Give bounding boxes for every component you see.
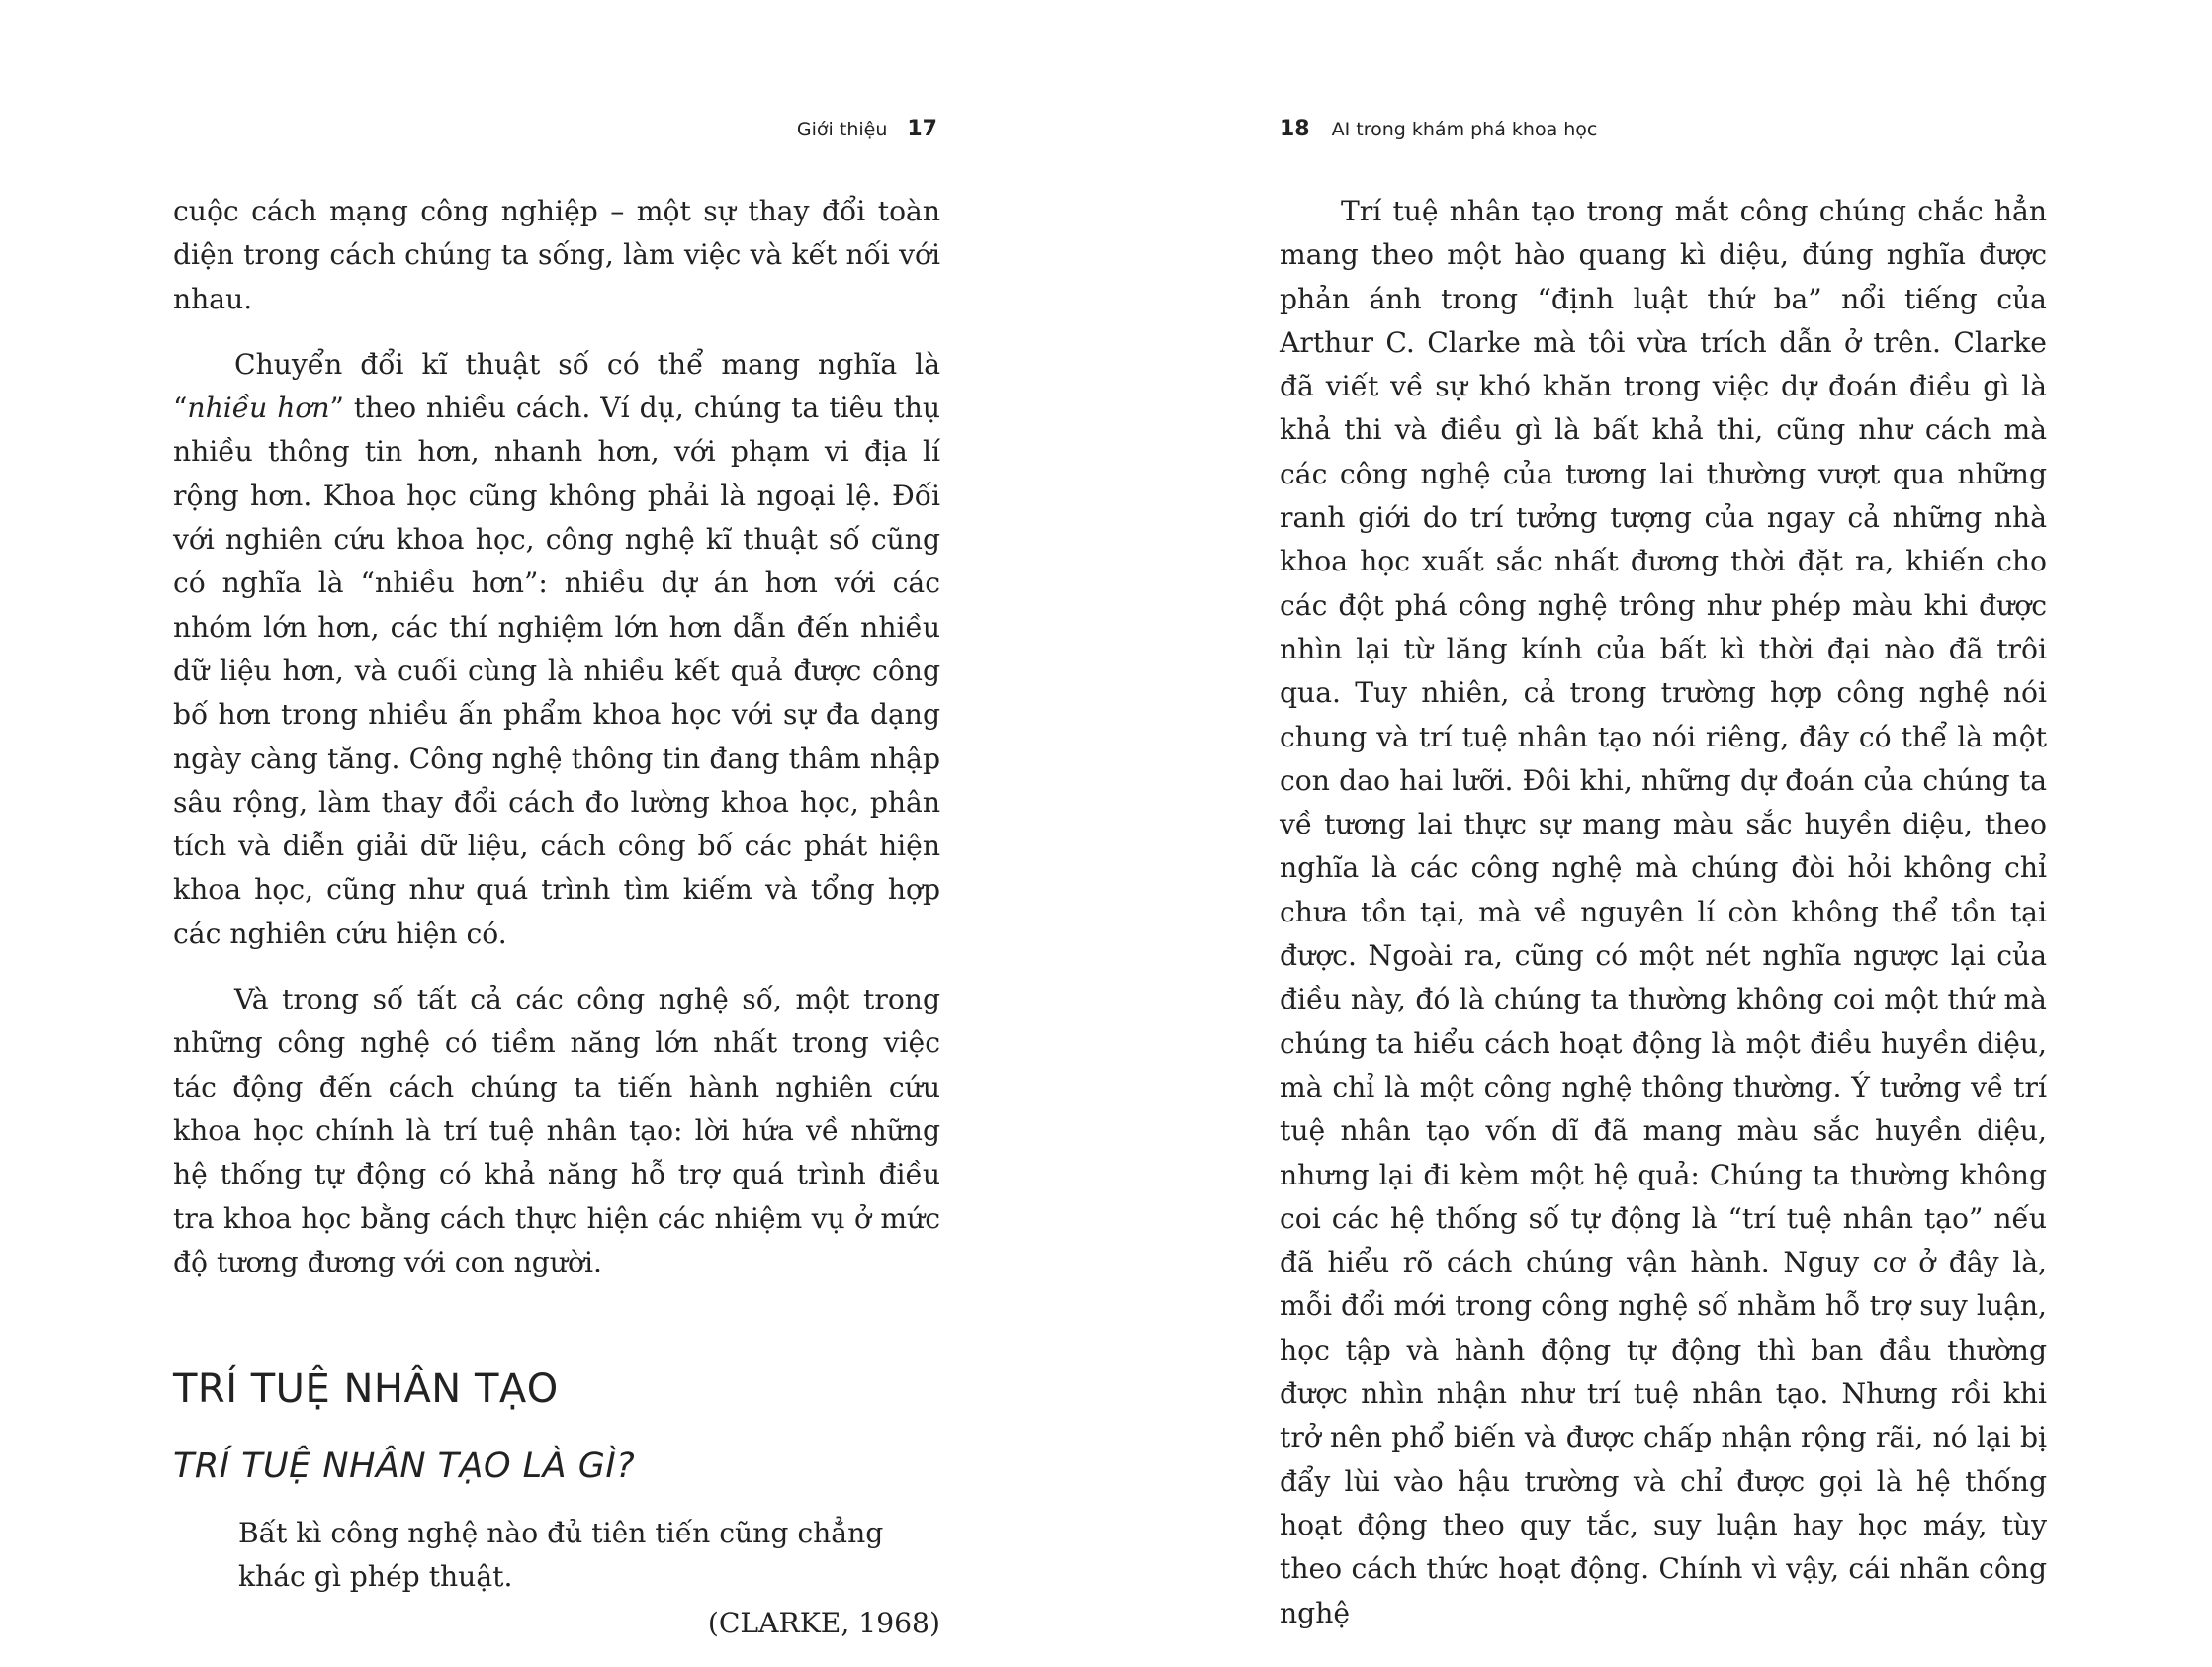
subsection-heading: TRÍ TUỆ NHÂN TẠO LÀ GÌ?: [173, 1447, 636, 1487]
section-heading: TRÍ TUỆ NHÂN TẠO: [173, 1366, 559, 1413]
paragraph-digital-transformation: [173, 343, 940, 956]
right-running-head-title: AI trong khám phá khoa học: [1331, 119, 1598, 140]
left-page-number: 17: [907, 117, 937, 141]
right-page-body: [1280, 190, 2047, 1657]
paragraph-ai-magic: Trí tuệ nhân tạo trong mắt công chúng chắc hẳn mang theo một hào quang kì diệu, đúng nghĩa được phản ánh trong “định luật thứ ba” nổi tiếng của Arthur C. Clarke mà tôi vừa trích dẫn ở trên. Clarke đã viết về sự khó khăn trong việc dự đoán điều gì là khả thi và điều gì là bất khả thi, cũng như cách mà các công nghệ của tương lai thường vượt qua những ranh giới do trí tưởng tượng của ngay cả những nhà khoa học xuất sắc nhất đương thời đặt ra, khiến cho các đột phá công nghệ trông như phép màu khi được nhìn lại từ lăng kính của bất kì thời đại nào đã trôi qua. Tuy nhiên, cả trong trường hợp công nghệ nói chung và trí tuệ nhân tạo nói riêng, đây có thể là một con dao hai lưỡi. Đôi khi, những dự đoán của chúng ta về tương lai thực sự mang màu sắc huyền diệu, theo nghĩa là các công nghệ mà chúng đòi hỏi không chỉ chưa tồn tại, mà về nguyên lí còn không thể tồn tại được. Ngoài ra, cũng có một nét nghĩa ngược lại của điều này, đó là chúng ta thường không coi một thứ mà chúng ta hiểu cách hoạt động là một điều huyền diệu, mà chỉ là một công nghệ thông thường. Ý tưởng về trí tuệ nhân tạo vốn dĩ đã mang màu sắc huyền diệu, nhưng lại đi kèm một hệ quả: Chúng ta thường không coi các hệ thống số tự động là “trí tuệ nhân tạo” nếu đã hiểu rõ cách chúng vận hành. Nguy cơ ở đây là, mỗi đổi mới trong công nghệ số nhằm hỗ trợ suy luận, học tập và hành động tự động thì ban đầu thường được nhìn nhận như trí tuệ nhân tạo. Nhưng rồi khi trở nên phổ biến và được chấp nhận rộng rãi, nó lại bị đẩy lùi vào hậu trường và chỉ được gọi là hệ thống hoạt động theo quy tắc, suy luận hay học máy, tùy theo cách thức hoạt động. Chính vì vậy, cái nhãn công nghệ: [1280, 195, 2047, 1629]
paragraph-continuation: cuộc cách mạng công nghiệp – một sự thay đổi toàn diện trong cách chúng ta sống, làm việc và kết nối với nhau.: [173, 195, 940, 315]
left-running-head-title: Giới thiệu: [796, 119, 888, 140]
left-running-head: [797, 117, 937, 141]
paragraph-text-after: ” theo nhiều cách. Ví dụ, chúng ta tiêu thụ nhiều thông tin hơn, nhanh hơn, với phạm vi địa lí rộng hơn. Khoa học cũng không phải là ngoại lệ. Đối với nghiên cứu khoa học, công nghệ kĩ thuật số cũng có nghĩa là “nhiều hơn”: nhiều dự án hơn với các nhóm lớn hơn, các thí nghiệm lớn hơn dẫn đến nhiều dữ liệu hơn, và cuối cùng là nhiều kết quả được công bố hơn trong nhiều ấn phẩm khoa học với sự đa dạng ngày càng tăng. Công nghệ thông tin đang thâm nhập sâu rộng, làm thay đổi cách đo lường khoa học, phân tích và diễn giải dữ liệu, cách công bố các phát hiện khoa học, cũng như quá trình tìm kiếm và tổng hợp các nghiên cứu hiện có.: [173, 392, 941, 950]
right-page: [1106, 0, 2212, 1667]
epigraph-citation: (CLARKE, 1968): [707, 1606, 940, 1639]
epigraph-quote: [238, 1512, 940, 1645]
paragraph-ai-potential: Và trong số tất cả các công nghệ số, một trong những công nghệ có tiềm năng lớn nhất trong việc tác động đến cách chúng ta tiến hành nghiên cứu khoa học chính là trí tuệ nhân tạo: lời hứa về những hệ thống tự động có khả năng hỗ trợ quá trình điều tra khoa học bằng cách thực hiện các nhiệm vụ ở mức độ tương đương với con người.: [173, 983, 940, 1278]
emphasis-text: nhiều hơn: [187, 392, 330, 425]
right-page-number: 18: [1280, 117, 1310, 141]
right-running-head: [1280, 117, 1597, 141]
paragraph-text-before: Chuyển đổi kĩ thuật số có thể mang nghĩa là “: [173, 347, 940, 425]
epigraph-text: Bất kì công nghệ nào đủ tiên tiến cũng chẳng khác gì phép thuật.: [238, 1517, 884, 1594]
left-page-body: [173, 190, 940, 1645]
